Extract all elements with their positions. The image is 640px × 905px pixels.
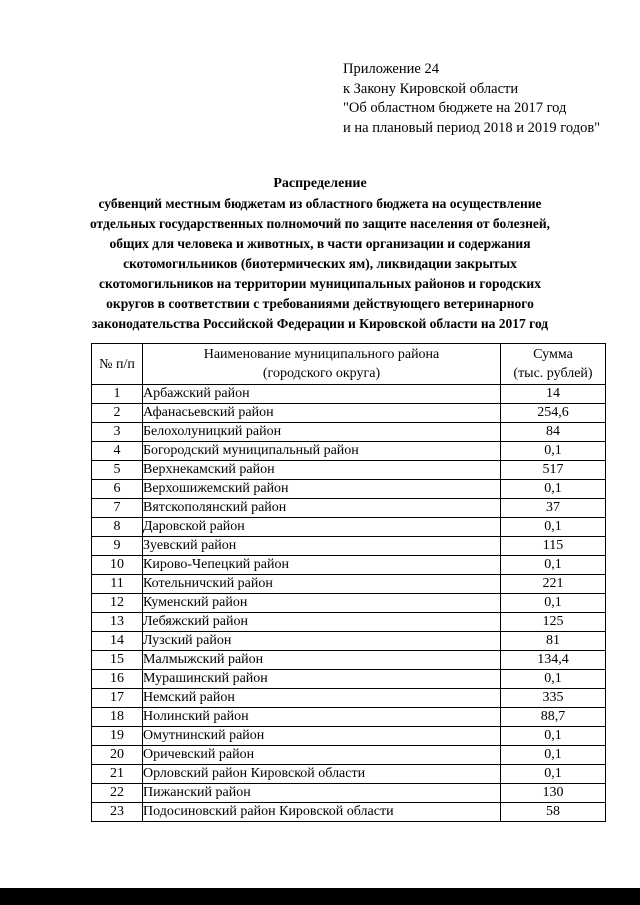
row-number: 16 [92,670,143,689]
row-amount: 134,4 [501,651,606,670]
row-number: 1 [92,385,143,404]
table-row [92,442,606,461]
row-number: 11 [92,575,143,594]
table-row [92,480,606,499]
title-line: субвенций местным бюджетам из областного бюджета на осуществление [98,196,542,211]
row-amount: 0,1 [501,480,606,499]
row-district-name: Богородский муниципальный район [143,442,501,461]
appendix-line: "Об областном бюджете на 2017 год [343,100,567,116]
row-district-name: Немский район [143,689,501,708]
row-amount: 0,1 [501,518,606,537]
row-district-name: Арбажский район [143,385,501,404]
document-title [85,174,555,334]
row-district-name: Белохолуницкий район [143,423,501,442]
header-sum [501,344,606,385]
row-number: 9 [92,537,143,556]
appendix-line: Приложение 24 [343,61,439,77]
row-number: 19 [92,727,143,746]
row-amount: 14 [501,385,606,404]
table-row [92,746,606,765]
table-row [92,784,606,803]
row-amount: 88,7 [501,708,606,727]
row-district-name: Лебяжский район [143,613,501,632]
table-row [92,537,606,556]
table-row [92,689,606,708]
table-row [92,765,606,784]
table-row [92,594,606,613]
table-row [92,575,606,594]
table-body [92,385,606,822]
row-amount: 0,1 [501,765,606,784]
table-row [92,651,606,670]
subvention-table [91,343,606,822]
row-district-name: Оричевский район [143,746,501,765]
header-name-line1: Наименование муниципального района [203,347,440,362]
row-number: 7 [92,499,143,518]
row-amount: 81 [501,632,606,651]
title-line: округов в соответствии с требованиями действующего ветеринарного [106,296,534,311]
row-number: 23 [92,803,143,822]
row-district-name: Орловский район Кировской области [143,765,501,784]
appendix-line: к Закону Кировской области [343,80,519,97]
title-line: скотомогильников (биотермических ям), ликвидации закрытых [123,256,517,271]
row-district-name: Вятскополянский район [143,499,501,518]
table-row [92,613,606,632]
row-number: 4 [92,442,143,461]
header-sum-line2: (тыс. рублей) [513,366,593,381]
row-district-name: Лузский район [143,632,501,651]
row-amount: 0,1 [501,670,606,689]
table-row [92,423,606,442]
row-number: 10 [92,556,143,575]
table-row [92,632,606,651]
row-amount: 221 [501,575,606,594]
header-sum-line1: Сумма [533,347,573,362]
row-district-name: Подосиновский район Кировской области [143,803,501,822]
row-amount: 130 [501,784,606,803]
row-number: 13 [92,613,143,632]
row-number: 14 [92,632,143,651]
row-amount: 254,6 [501,404,606,423]
row-number: 15 [92,651,143,670]
row-amount: 115 [501,537,606,556]
title-line: отдельных государственных полномочий по защите населения от болезней, [89,216,550,231]
table-row [92,518,606,537]
table-row [92,499,606,518]
row-district-name: Кирово-Чепецкий район [143,556,501,575]
row-amount: 0,1 [501,556,606,575]
table-row [92,670,606,689]
row-amount: 335 [501,689,606,708]
row-amount: 0,1 [501,594,606,613]
row-district-name: Верхнекамский район [143,461,501,480]
row-district-name: Котельничский район [143,575,501,594]
row-amount: 0,1 [501,727,606,746]
title-line: общих для человека и животных, в части организации и содержания [109,236,531,251]
row-number: 6 [92,480,143,499]
row-district-name: Верхошижемский район [143,480,501,499]
row-amount: 84 [501,423,606,442]
title-line: скотомогильников на территории муниципальных районов и городских [99,276,541,291]
row-number: 8 [92,518,143,537]
row-amount: 0,1 [501,746,606,765]
appendix-line: и на плановый период 2018 и 2019 годов" [343,119,601,136]
row-number: 22 [92,784,143,803]
header-num-label: № п/п [99,356,135,372]
table-row [92,385,606,404]
title-heading: Распределение [273,176,367,191]
row-number: 3 [92,423,143,442]
row-number: 21 [92,765,143,784]
row-amount: 58 [501,803,606,822]
appendix-block [343,60,600,138]
table-row [92,803,606,822]
row-district-name: Мурашинский район [143,670,501,689]
table-row [92,556,606,575]
header-name-line2: (городского округа) [262,366,381,381]
row-number: 18 [92,708,143,727]
table-row [92,727,606,746]
header-name [143,344,501,385]
row-amount: 37 [501,499,606,518]
table-row [92,404,606,423]
row-amount: 517 [501,461,606,480]
row-amount: 0,1 [501,442,606,461]
table-row [92,708,606,727]
row-district-name: Пижанский район [143,784,501,803]
row-district-name: Омутнинский район [143,727,501,746]
row-district-name: Нолинский район [143,708,501,727]
row-number: 2 [92,404,143,423]
row-number: 20 [92,746,143,765]
title-line: законодательства Российской Федерации и Кировской области на 2017 год [91,316,549,331]
row-district-name: Малмыжский район [143,651,501,670]
row-district-name: Куменский район [143,594,501,613]
table-header-row [92,344,606,385]
table-row [92,461,606,480]
row-number: 17 [92,689,143,708]
header-num [92,344,143,385]
row-district-name: Даровской район [143,518,501,537]
row-number: 5 [92,461,143,480]
row-amount: 125 [501,613,606,632]
row-district-name: Афанасьевский район [143,404,501,423]
row-number: 12 [92,594,143,613]
row-district-name: Зуевский район [143,537,501,556]
scan-border-bar [0,888,640,905]
